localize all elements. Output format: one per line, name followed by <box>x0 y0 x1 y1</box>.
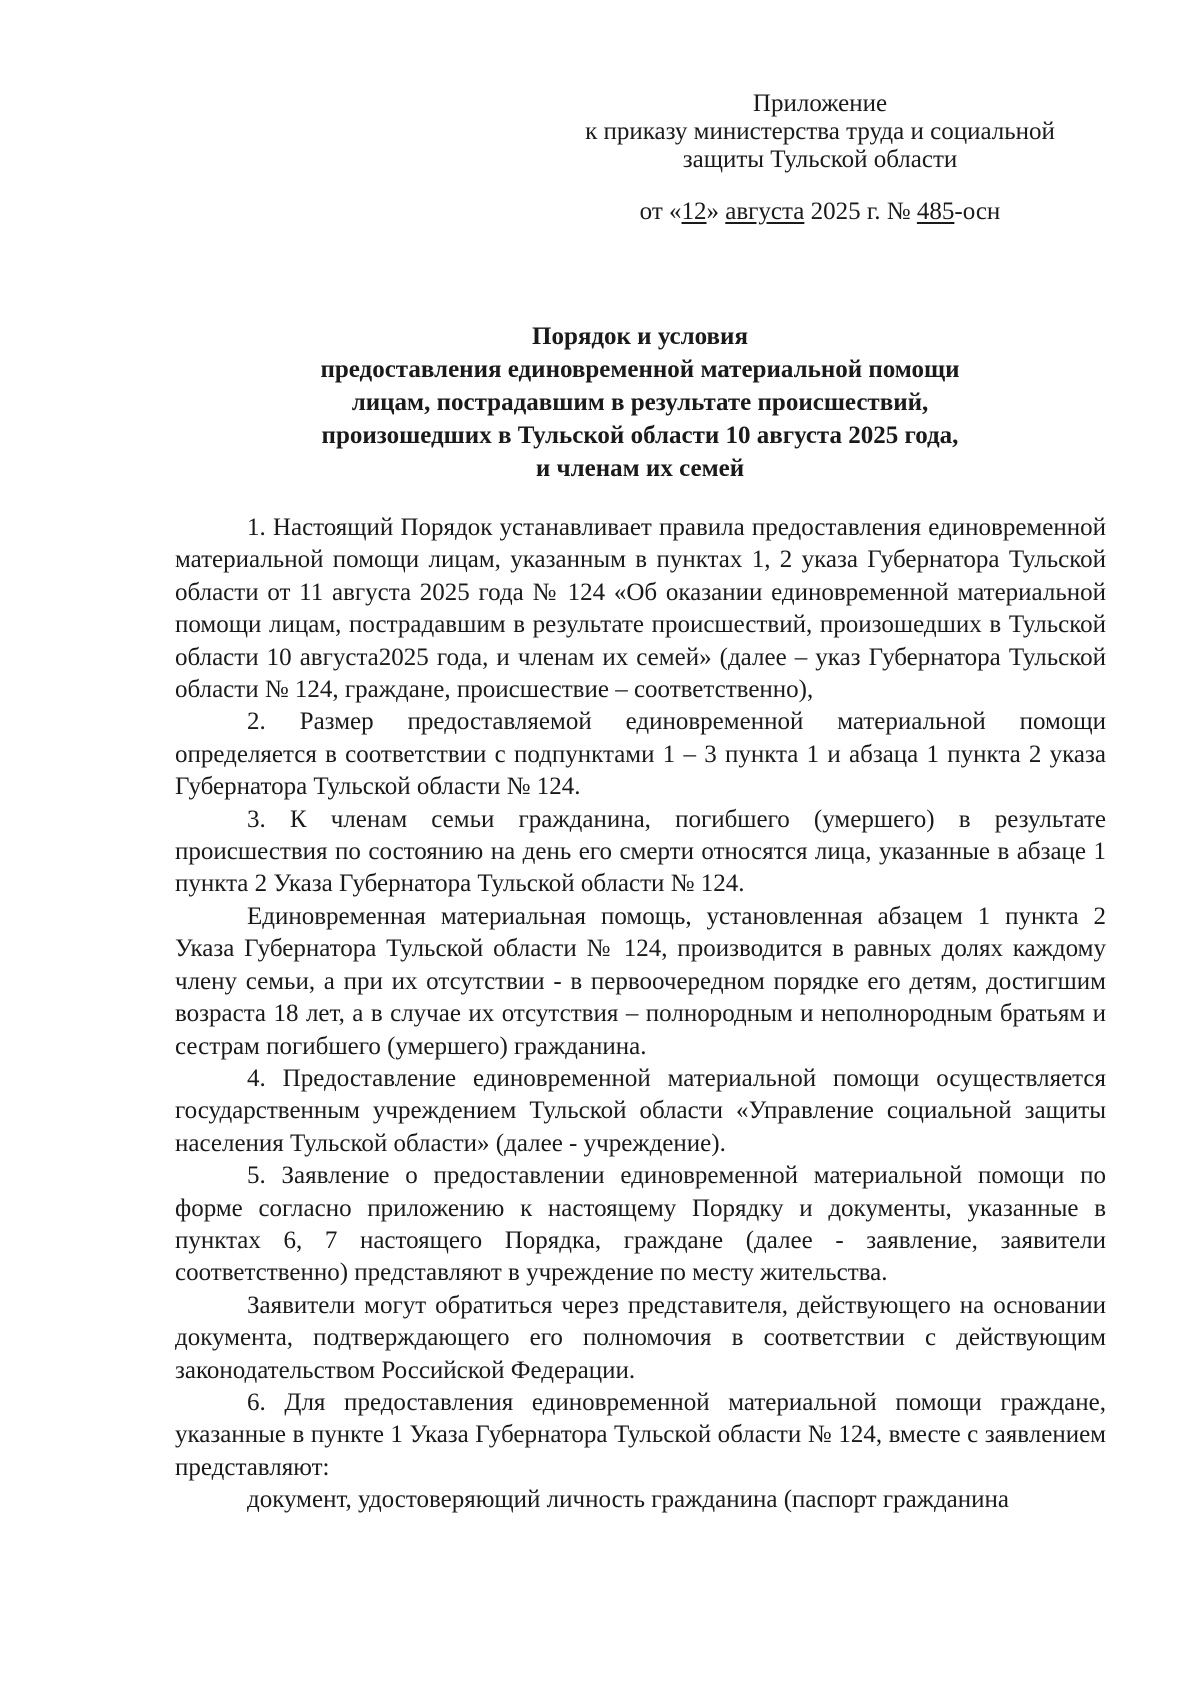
paragraph-3-continued: Единовременная материальная помощь, установленная абзацем 1 пункта 2 Указа Губернатора Тульской области № 124, производится в равных долях каждому члену семьи, а при их отсутствии - в первоочередном порядке его детям, достигшим возраста 18 лет, а в случае их отсутствия – полнородным и неполнородным братьям и сестрам погибшего (умершего) гражданина. <box>175 902 1106 1060</box>
order-suffix: -осн <box>954 198 1001 225</box>
order-number: 485 <box>916 198 955 225</box>
paragraph-1: 1. Настоящий Порядок устанавливает правила предоставления единовременной материальной помощи лицам, указанным в пунктах 1, 2 указа Губернатора Тульской области от 11 августа 2025 года № 124 «Об оказании единовременной материальной помощи лицам, пострадавшим в результате происшествий, произошедших в Тульской области 10 августа2025 года, и членам их семей» (далее – указ Губернатора Тульской области № 124, граждане, происшествие – соответственно), <box>175 514 1106 704</box>
paragraph-4: 4. Предоставление единовременной материальной помощи осуществляется государственным учреждением Тульской области «Управление социальной защиты населения Тульской области» (далее - учреждение). <box>175 1064 1106 1157</box>
title-line-1: Порядок и условия <box>532 323 748 350</box>
title-line-2: предоставления единовременной материальной помощи <box>320 356 960 383</box>
appendix-header <box>560 90 1080 174</box>
paragraph-5: 5. Заявление о предоставлении единовременной материальной помощи по форме согласно приложению к настоящему Порядку и документы, указанные в пунктах 6, 7 настоящего Порядка, граждане (далее - заявление, заявители соответственно) представляют в учреждение по месту жительства. <box>175 1162 1106 1287</box>
order-date-number <box>580 198 1060 226</box>
appendix-line-1: Приложение <box>752 90 888 117</box>
paragraph-2: 2. Размер предоставляемой единовременной материальной помощи определяется в соответствии с подпунктами 1 – 3 пункта 1 и абзаца 1 пункта 2 указа Губернатора Тульской области № 124. <box>175 708 1106 801</box>
paragraph-6: 6. Для предоставления единовременной материальной помощи граждане, указанные в пункте 1 Указа Губернатора Тульской области № 124, вместе с заявлением представляют: <box>175 1388 1106 1481</box>
order-mid-2: 2025 г. № <box>804 198 917 225</box>
order-prefix: от « <box>639 198 682 225</box>
order-day: 12 <box>681 198 707 225</box>
paragraph-3: 3. К членам семьи гражданина, погибшего (умершего) в результате происшествия по состоянию на день его смерти относятся лица, указанные в абзаце 1 пункта 2 Указа Губернатора Тульской области № 124. <box>175 805 1106 898</box>
document-body <box>175 512 1106 1517</box>
order-mid-1: » <box>706 198 726 225</box>
title-line-5: и членам их семей <box>535 455 745 482</box>
title-line-4: произошедших в Тульской области 10 августа 2025 года, <box>321 422 959 449</box>
document-title <box>175 320 1105 485</box>
title-line-3: лицам, пострадавшим в результате происшествий, <box>351 389 929 416</box>
appendix-line-2: к приказу министерства труда и социальной <box>585 118 1055 145</box>
paragraph-5-continued: Заявители могут обратиться через представителя, действующего на основании документа, подтверждающего его полномочия в соответствии с действующим законодательством Российской Федерации. <box>175 1291 1106 1384</box>
order-month: августа <box>725 198 805 225</box>
appendix-line-3: защиты Тульской области <box>682 146 958 173</box>
paragraph-6-item: документ, удостоверяющий личность гражданина (паспорт гражданина <box>247 1486 1009 1514</box>
